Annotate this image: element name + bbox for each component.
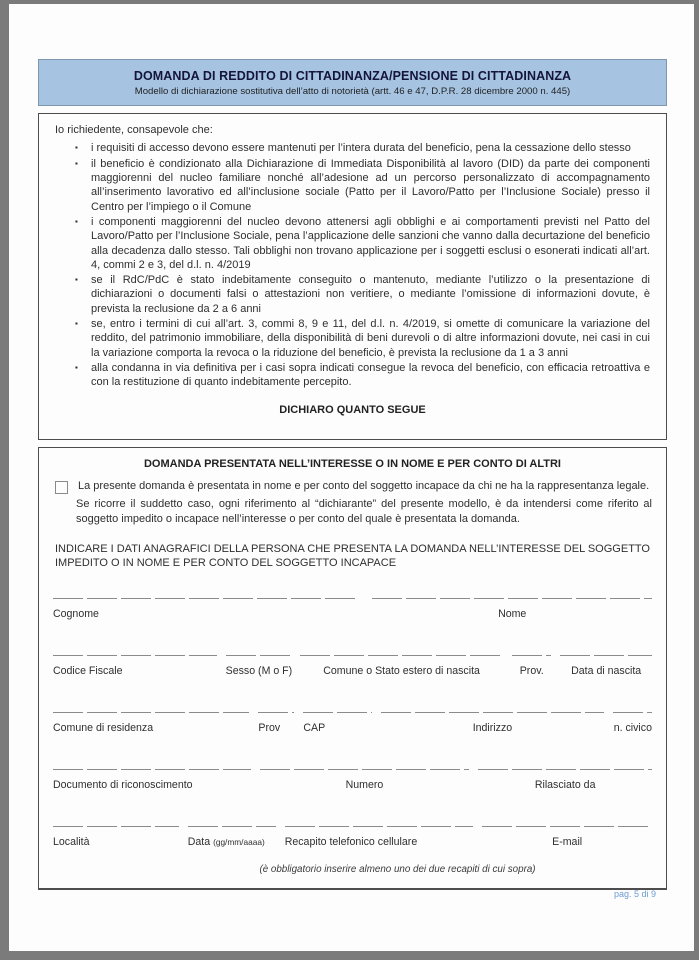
email-field — [482, 826, 652, 850]
comune-nascita-field-line[interactable] — [300, 655, 503, 656]
numero-label: Numero — [345, 778, 384, 791]
comune-residenza-label: Comune di residenza — [53, 722, 154, 735]
nome-field-line[interactable] — [372, 598, 652, 599]
prov-residenza-label: Prov — [258, 722, 281, 735]
n-civico-field — [613, 712, 652, 736]
bullet-icon: ▪ — [75, 319, 78, 329]
field-row-nascita — [53, 655, 652, 679]
localita-field — [53, 826, 179, 850]
representation-section-title: DOMANDA PRESENTATA NELL’INTERESSE O IN NOME E PER CONTO DI ALTRI — [143, 458, 561, 470]
recapito-field — [285, 826, 474, 850]
cognome-label: Cognome — [53, 608, 99, 621]
bullet-text: se il RdC/PdC è stato indebitamente conseguito o mantenuto, mediante l’utilizzo o la presentazione di dichiarazioni o documenti falsi o attestazioni non veritiere, o mediante l’omissione di informazioni dovute, è prevista la reclusione da 2 a 6 anni — [91, 274, 650, 315]
email-field-line[interactable] — [482, 826, 652, 827]
sesso-label: Sesso (M o F) — [225, 665, 293, 678]
bullet-text: se, entro i termini di cui all’art. 3, commi 8, 9 e 11, del d.l. n. 4/2019, si omette di comunicare la variazione del reddito, del patrimonio immobiliare, della disponibilità di beni durevoli o di altre informazioni dovute, nei casi in cui la variazione comporta la revoca o la riduzione del beneficio, è prevista la reclusione da 1 a 3 anni — [91, 318, 650, 359]
prov-nascita-field-line[interactable] — [512, 655, 551, 656]
comune-residenza-field-line[interactable] — [53, 712, 249, 713]
data-nascita-field-line[interactable] — [560, 655, 652, 656]
declaration-box — [38, 113, 667, 440]
documento-field — [53, 769, 251, 793]
rilasciato-da-label: Rilasciato da — [534, 778, 596, 791]
form-subtitle: Modello di dichiarazione sostitutiva dell’atto di notorietà (artt. 46 e 47, D.P.R. 28 dicembre 2000 n. 445) — [134, 86, 571, 97]
prov-residenza-field-line[interactable] — [258, 712, 294, 713]
form-title: DOMANDA DI REDDITO DI CITTADINANZA/PENSIONE DI CITTADINANZA — [133, 69, 572, 83]
declaration-bullet-list — [53, 141, 652, 389]
field-row-contatti — [53, 826, 652, 850]
numero-field — [260, 769, 470, 793]
nome-field — [372, 598, 652, 622]
documento-label: Documento di riconoscimento — [53, 778, 193, 791]
cognome-field-line[interactable] — [53, 598, 356, 599]
comune-nascita-label: Comune o Stato estero di nascita — [323, 665, 480, 678]
prov-nascita-field — [512, 655, 551, 679]
localita-label: Località — [53, 835, 90, 848]
recapito-label: Recapito telefonico cellulare — [284, 835, 418, 848]
list-item — [75, 157, 650, 214]
codice-fiscale-label: Codice Fiscale — [53, 665, 123, 678]
bullet-text: i requisiti di accesso devono essere mantenuti per l’intera durata del beneficio, pena la cessazione dello stesso — [91, 142, 631, 155]
cognome-field — [53, 598, 356, 622]
sesso-field — [226, 655, 291, 679]
sesso-field-line[interactable] — [226, 655, 291, 656]
field-row-cognome-nome — [53, 598, 652, 622]
form-page — [9, 4, 694, 951]
list-item — [75, 317, 650, 360]
representation-section-box — [38, 447, 667, 890]
form-header — [38, 59, 667, 106]
codice-fiscale-field-line[interactable] — [53, 655, 217, 656]
email-label: E-mail — [552, 835, 583, 848]
comune-nascita-field — [300, 655, 503, 679]
prov-residenza-field — [258, 712, 294, 736]
representation-checkbox-row — [55, 479, 650, 494]
cap-label: CAP — [303, 722, 326, 735]
bullet-icon: ▪ — [75, 158, 78, 168]
bullet-icon: ▪ — [75, 362, 78, 372]
data-field — [188, 826, 276, 850]
field-row-documento — [53, 769, 652, 793]
localita-field-line[interactable] — [53, 826, 179, 827]
list-item — [75, 273, 650, 316]
bullet-text: alla condanna in via definitiva per i casi sopra indicati consegue la revoca del beneficio, con efficacia retroattiva e con la restituzione di quanto indebitamente percepito. — [91, 361, 650, 389]
contacts-footnote: (è obbligatorio inserire almeno uno dei due recapiti di cui sopra) — [259, 864, 536, 876]
bullet-text: i componenti maggiorenni del nucleo devono attenersi agli obblighi e ai comportamenti previsti nel Patto del Lavoro/Patto per l’Inclusione Sociale, pena l’applicazione delle sanzioni che vanno dalla decurtazione del beneficio alla decadenza dallo stesso. Tali obblighi non trovano applicazione per i soggetti esclusi o esonerati indicati all’art. 4, commi 2 e 3, del d.l. n. 4/2019 — [91, 215, 650, 271]
documento-field-line[interactable] — [53, 769, 251, 770]
n-civico-label: n. civico — [613, 722, 652, 735]
list-item — [75, 215, 650, 272]
list-item — [75, 141, 650, 156]
cap-field-line[interactable] — [303, 712, 372, 713]
codice-fiscale-field — [53, 655, 217, 679]
representation-note: Se ricorre il suddetto caso, ogni riferimento al “dichiarante” del presente modello, è da intendersi come riferito al soggetto impedito o incapace nell’interesse o per conto del quale è presentata la domanda. — [76, 498, 652, 525]
numero-field-line[interactable] — [260, 769, 470, 770]
n-civico-field-line[interactable] — [613, 712, 652, 713]
data-label: Data (gg/mm/aaaa) — [187, 835, 265, 848]
list-item — [75, 361, 650, 390]
page-indicator: pag. 5 di 9 — [613, 889, 656, 899]
bullet-icon: ▪ — [75, 216, 78, 226]
indirizzo-field — [381, 712, 604, 736]
indirizzo-field-line[interactable] — [381, 712, 604, 713]
rilasciato-da-field-line[interactable] — [478, 769, 652, 770]
data-nascita-label: Data di nascita — [571, 665, 642, 678]
nome-label: Nome — [498, 608, 527, 621]
rilasciato-da-field — [478, 769, 652, 793]
indirizzo-label: Indirizzo — [472, 722, 513, 735]
data-field-line[interactable] — [188, 826, 276, 827]
cap-field — [303, 712, 372, 736]
comune-residenza-field — [53, 712, 249, 736]
declaration-intro: Io richiedente, consapevole che: — [55, 124, 213, 136]
bullet-icon: ▪ — [75, 143, 78, 153]
declaration-conclusion: DICHIARO QUANTO SEGUE — [279, 403, 426, 416]
data-nascita-field — [560, 655, 652, 679]
checkbox-label: La presente domanda è presentata in nome e per conto del soggetto incapace da chi ne ha la rappresentanza legale. — [78, 480, 650, 493]
bullet-icon: ▪ — [75, 275, 78, 285]
rappresentanza-legale-checkbox[interactable] — [55, 481, 68, 494]
anagrafic-data-instruction: INDICARE I DATI ANAGRAFICI DELLA PERSONA CHE PRESENTA LA DOMANDA NELL’INTERESSE DEL SOGGETTO IMPEDITO O IN NOME E PER CONTO DEL SOGGETTO INCAPACE — [55, 542, 650, 570]
recapito-field-line[interactable] — [285, 826, 474, 827]
field-row-residenza — [53, 712, 652, 736]
bullet-text: il beneficio è condizionato alla Dichiarazione di Immediata Disponibilità al lavoro (DID) da parte dei componenti maggiorenni del nucleo familiare nonché all’adesione ad un percorso personalizzato di accompagnamento all’inserimento lavorativo ed all’inclusione sociale (Patto per il Lavoro/Patto per l’Inclusione Sociale) presso il Centro per l’impiego o il Comune — [91, 157, 650, 213]
prov-nascita-label: Prov. — [519, 665, 544, 678]
data-format-hint: (gg/mm/aaaa) — [213, 836, 265, 847]
